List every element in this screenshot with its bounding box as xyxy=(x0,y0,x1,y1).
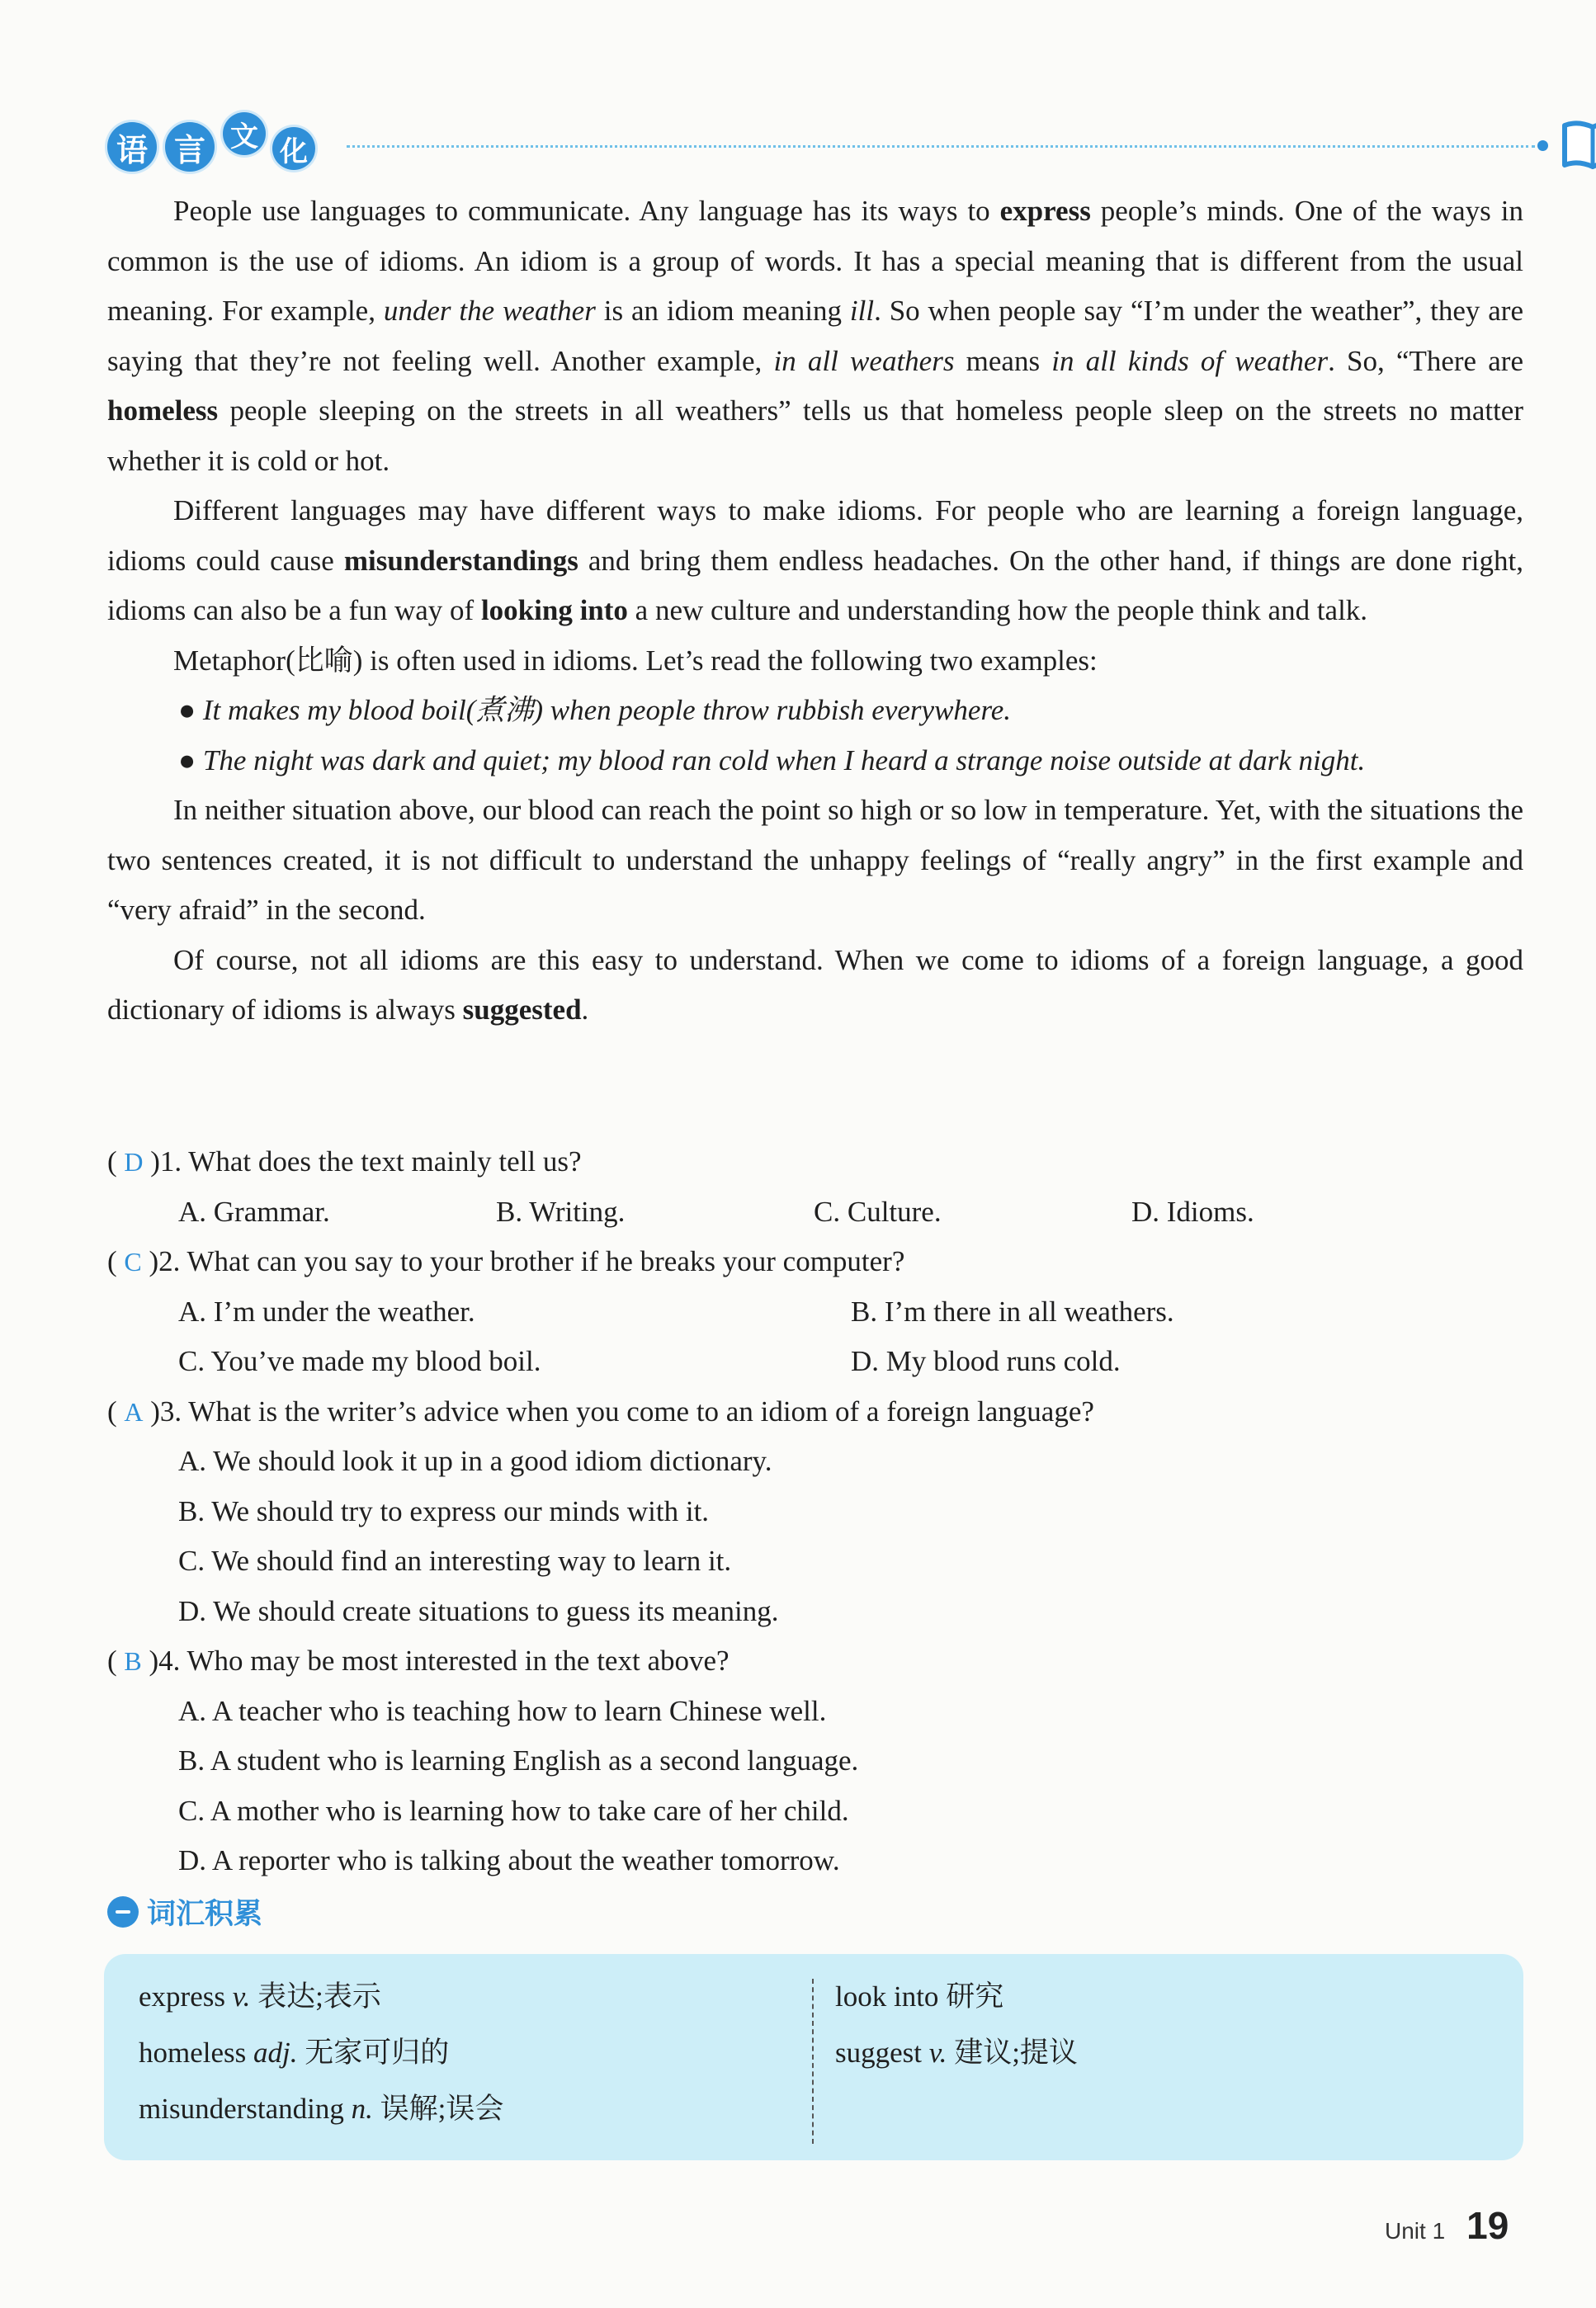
vocab-title-label: 词汇积累 xyxy=(147,1898,263,1931)
question-1-options xyxy=(107,1187,1523,1238)
question-2-options-row2 xyxy=(107,1337,1523,1387)
vocab-section-title xyxy=(107,1891,262,1933)
vocab-meaning: 研究 xyxy=(946,1980,1004,2013)
vocab-entry xyxy=(139,1969,503,2025)
question-3 xyxy=(107,1387,1523,1437)
vocab-word: misunderstanding xyxy=(139,2093,344,2125)
keyword-homeless: homeless xyxy=(107,394,219,427)
answer-bracket: ( A ) xyxy=(107,1395,160,1428)
vocab-meaning: 表达;表示 xyxy=(257,1980,381,2013)
question-2 xyxy=(107,1237,1523,1287)
option: C. Culture. xyxy=(814,1195,942,1228)
section-header xyxy=(107,112,1527,178)
answer-value: C xyxy=(124,1247,142,1277)
section-title-char: 文 xyxy=(223,112,266,155)
text-run: . So, “There are xyxy=(1328,344,1523,377)
vocab-meaning: 无家可归的 xyxy=(305,2037,450,2069)
bullet-icon: ● xyxy=(178,694,196,726)
question-stem: 4. Who may be most interested in the text above? xyxy=(158,1645,730,1677)
example-text: It makes my blood boil(煮沸) when people throw rubbish everywhere. xyxy=(202,694,1012,726)
option: C. We should find an interesting way to learn it. xyxy=(178,1545,732,1577)
vocab-meaning: 建议;提议 xyxy=(954,2037,1078,2069)
example-1 xyxy=(107,686,1523,736)
vocab-entry xyxy=(139,2081,503,2137)
answer-value: B xyxy=(124,1646,142,1676)
question-stem: 1. What does the text mainly tell us? xyxy=(159,1145,582,1178)
text-run: is an idiom meaning xyxy=(595,295,850,327)
page-number: 19 xyxy=(1466,2204,1509,2247)
meaning-all-kinds-of-weather: in all kinds of weather xyxy=(1051,344,1329,377)
vocab-box xyxy=(104,1954,1523,2160)
option: A. We should look it up in a good idiom dictionary. xyxy=(178,1445,772,1477)
book-icon xyxy=(1560,119,1596,170)
vocab-column-right xyxy=(835,1969,1078,2081)
option: D. We should create situations to guess its meaning. xyxy=(178,1594,779,1627)
answer-bracket: ( D ) xyxy=(107,1145,160,1178)
option: B. Writing. xyxy=(496,1195,626,1228)
vocab-word: look into xyxy=(835,1980,939,2013)
vocab-entry xyxy=(835,1969,1078,2025)
vocab-entry xyxy=(139,2025,503,2081)
option: D. My blood runs cold. xyxy=(851,1345,1121,1377)
option: D. A reporter who is talking about the weather tomorrow. xyxy=(178,1844,840,1876)
option: B. A student who is learning English as a second language. xyxy=(178,1744,859,1777)
question-list xyxy=(107,1137,1523,1886)
option: B. I’m there in all weathers. xyxy=(851,1295,1174,1328)
vocab-divider xyxy=(812,1979,814,2144)
option: C. A mother who is learning how to take care of her child. xyxy=(178,1794,849,1827)
example-2 xyxy=(107,736,1523,786)
question-stem: 2. What can you say to your brother if he breaks your computer? xyxy=(158,1245,905,1277)
meaning-ill: ill xyxy=(849,295,875,327)
question-2-options-row1 xyxy=(107,1287,1523,1338)
keyword-suggested: suggested xyxy=(462,994,582,1026)
page-footer xyxy=(1385,2203,1509,2248)
option: B. We should try to express our minds with it. xyxy=(178,1494,710,1527)
vocab-meaning: 误解;误会 xyxy=(380,2093,504,2125)
header-dotted-rule xyxy=(347,145,1535,148)
text-run: . So when people say “I’m under the weather”, they are saying that they’re not feeling well. Another example, xyxy=(107,295,1523,377)
keyword-express: express xyxy=(999,195,1091,227)
text-run: . xyxy=(581,994,589,1026)
text-run: people sleeping on the streets in all weathers” tells us that homeless people sleep on the streets no matter whether it is cold or hot. xyxy=(107,394,1523,477)
header-rule-end-dot xyxy=(1537,140,1548,151)
answer-bracket: ( B ) xyxy=(107,1645,159,1677)
text-run: Of course, not all idioms are this easy to understand. When we come to idioms of a foreign language, a good dictionary of idioms is always xyxy=(107,943,1523,1026)
idiom-under-the-weather: under the weather xyxy=(383,295,596,327)
vocab-pos: n. xyxy=(351,2093,373,2125)
text-run: means xyxy=(954,344,1052,377)
text-run: a new culture and understanding how the people think and talk. xyxy=(627,594,1368,626)
option: A. I’m under the weather. xyxy=(178,1295,475,1328)
vocab-word: homeless xyxy=(139,2037,247,2069)
section-title-char: 语 xyxy=(107,122,157,172)
option: D. Idioms. xyxy=(1131,1195,1254,1228)
answer-value: D xyxy=(124,1147,144,1177)
vocab-word: suggest xyxy=(835,2037,922,2069)
paragraph-3: Metaphor(比喻) is often used in idioms. Let’s read the following two examples: xyxy=(173,644,1098,677)
vocab-arrow-icon xyxy=(107,1896,139,1928)
paragraph-1 xyxy=(107,186,1523,486)
text-run: Different languages may have different ways to make idioms. For people who are learning a foreign language, idioms could cause xyxy=(107,494,1523,577)
text-run: People use languages to communicate. Any language has its ways to xyxy=(173,195,1000,227)
text-run: people’s minds. One of the ways in common is the use of idioms. An idiom is a group of words. It has a special meaning that is different from the usual meaning. For example, xyxy=(107,195,1523,327)
section-title-char: 言 xyxy=(165,122,215,172)
option: A. A teacher who is teaching how to learn Chinese well. xyxy=(178,1694,827,1727)
reading-passage xyxy=(107,186,1523,1036)
section-title-char: 化 xyxy=(272,127,315,170)
option: C. You’ve made my blood boil. xyxy=(178,1345,541,1377)
text-run: and bring them endless headaches. On the other hand, if things are done right, idioms can also be a fun way of xyxy=(107,544,1523,626)
question-1 xyxy=(107,1137,1523,1187)
vocab-pos: v. xyxy=(928,2037,947,2069)
bullet-icon: ● xyxy=(178,743,196,776)
answer-bracket: ( C ) xyxy=(107,1245,159,1277)
vocab-column-left xyxy=(139,1969,503,2137)
unit-label: Unit 1 xyxy=(1385,2218,1446,2244)
example-text: The night was dark and quiet; my blood ran cold when I heard a strange noise outside at dark night. xyxy=(202,743,1366,776)
question-stem: 3. What is the writer’s advice when you come to an idiom of a foreign language? xyxy=(159,1395,1094,1428)
paragraph-5 xyxy=(107,936,1523,1036)
paragraph-4: In neither situation above, our blood can reach the point so high or so low in temperature. Yet, with the situations the two sentences created, it is not difficult to understand the unhappy feelings of “really angry” in the first example and “very afraid” in the second. xyxy=(107,794,1523,926)
question-4 xyxy=(107,1636,1523,1687)
paragraph-2 xyxy=(107,486,1523,636)
vocab-pos: v. xyxy=(232,1980,251,2013)
answer-value: A xyxy=(124,1396,144,1427)
keyword-looking-into: looking into xyxy=(480,594,628,626)
idiom-in-all-weathers: in all weathers xyxy=(773,344,955,377)
keyword-misunderstandings: misunderstandings xyxy=(343,544,578,577)
vocab-word: express xyxy=(139,1980,225,2013)
vocab-entry xyxy=(835,2025,1078,2081)
option: A. Grammar. xyxy=(178,1195,330,1228)
vocab-pos: adj. xyxy=(253,2037,298,2069)
